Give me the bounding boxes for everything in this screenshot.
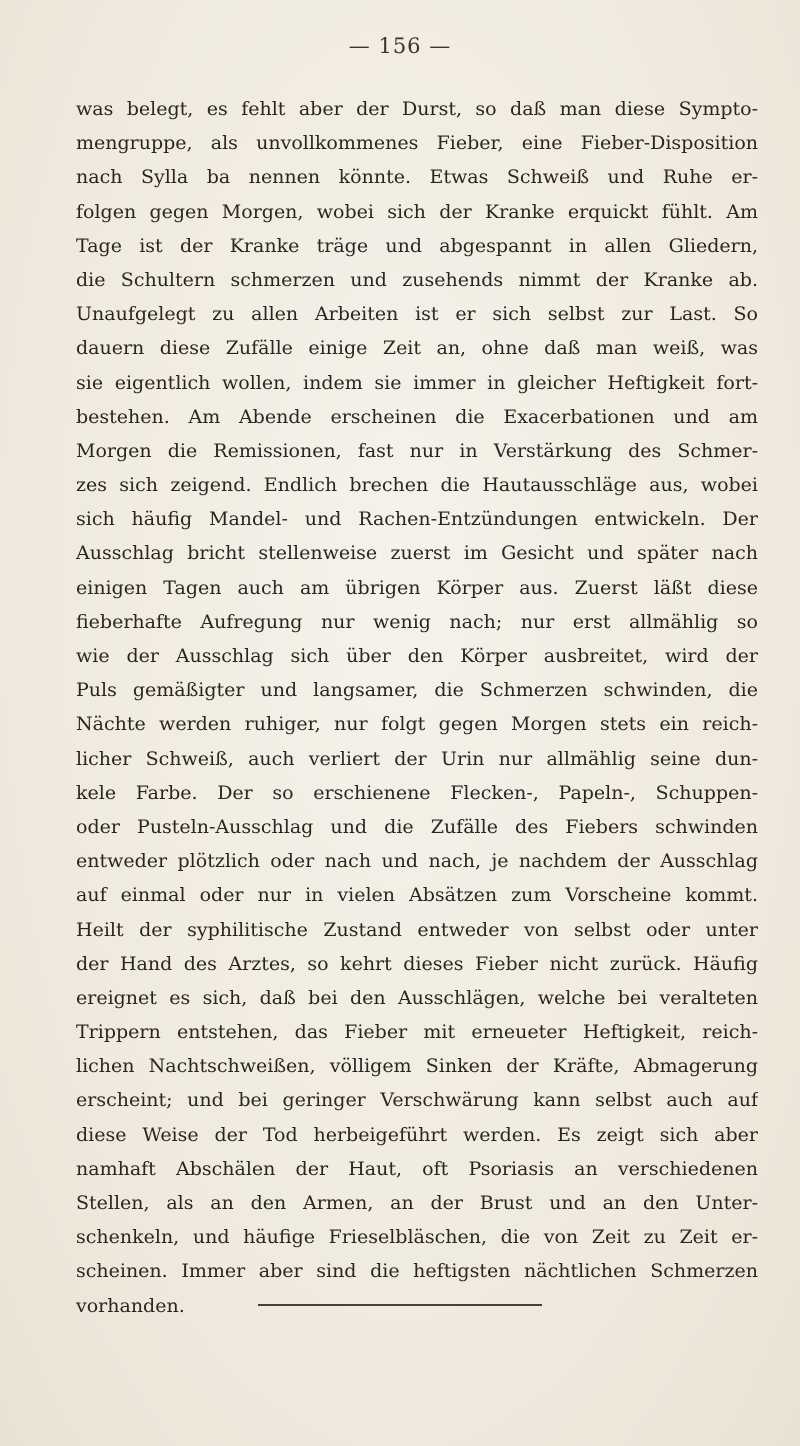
text-line: mengruppe, als unvollkommenes Fieber, eine Fieber-Disposition — [76, 132, 758, 155]
section-divider — [258, 1304, 542, 1306]
text-line: licher Schweiß, auch verliert der Urin nur allmählig seine dun- — [76, 747, 758, 770]
text-line: fieberhafte Aufregung nur wenig nach; nur erst allmählig so — [76, 610, 758, 633]
text-line: dauern diese Zufälle einige Zeit an, ohne daß man weiß, was — [76, 337, 758, 360]
text-line: namhaft Abschälen der Haut, oft Psoriasis an verschiedenen — [76, 1157, 758, 1180]
text-line: Nächte werden ruhiger, nur folgt gegen Morgen stets ein reich- — [76, 713, 758, 736]
text-line: Stellen, als an den Armen, an der Brust und an den Unter- — [76, 1192, 758, 1214]
text-line: die Schultern schmerzen und zusehends nimmt der Kranke ab. — [76, 268, 758, 291]
text-line: Unaufgelegt zu allen Arbeiten ist er sich selbst zur Last. So — [76, 303, 758, 326]
text-line: Ausschlag bricht stellenweise zuerst im Gesicht und später nach — [76, 542, 758, 565]
text-line: zes sich zeigend. Endlich brechen die Hautausschläge aus, wobei — [76, 474, 758, 497]
text-line: Morgen die Remissionen, fast nur in Verstärkung des Schmer- — [76, 439, 758, 462]
text-line: was belegt, es fehlt aber der Durst, so daß man diese Sympto- — [76, 98, 758, 120]
text-line: scheinen. Immer aber sind die heftigsten nächtlichen Schmerzen — [76, 1260, 758, 1283]
text-line: der Hand des Arztes, so kehrt dieses Fieber nicht zurück. Häufig — [76, 952, 758, 975]
text-line: ereignet es sich, daß bei den Ausschlägen, welche bei veralteten — [76, 986, 758, 1009]
text-line: sich häufig Mandel- und Rachen-Entzündungen entwickeln. Der — [76, 508, 758, 531]
text-line: Puls gemäßigter und langsamer, die Schmerzen schwinden, die — [76, 679, 758, 702]
text-line: schenkeln, und häufige Frieselbläschen, die von Zeit zu Zeit er- — [76, 1226, 758, 1249]
text-line: entweder plötzlich oder nach und nach, je nachdem der Ausschlag — [76, 850, 758, 873]
text-line: folgen gegen Morgen, wobei sich der Kranke erquickt fühlt. Am — [76, 200, 758, 223]
text-line: wie der Ausschlag sich über den Körper ausbreitet, wird der — [76, 645, 758, 667]
text-line: auf einmal oder nur in vielen Absätzen zum Vorscheine kommt. — [76, 884, 758, 907]
text-line: Trippern entstehen, das Fieber mit erneueter Heftigkeit, reich- — [76, 1021, 758, 1044]
page-number: — 156 — — [348, 34, 452, 58]
body-text — [76, 92, 758, 1323]
text-line: bestehen. Am Abende erscheinen die Exacerbationen und am — [76, 405, 758, 428]
text-line: erscheint; und bei geringer Verschwärung kann selbst auch auf — [76, 1089, 758, 1112]
text-line: Tage ist der Kranke träge und abgespannt in allen Gliedern, — [76, 234, 758, 257]
text-line: diese Weise der Tod herbeigeführt werden. Es zeigt sich aber — [76, 1123, 758, 1146]
text-line: nach Sylla ba nennen könnte. Etwas Schweiß und Ruhe er- — [76, 166, 758, 189]
text-line: Heilt der syphilitische Zustand entweder von selbst oder unter — [76, 918, 758, 941]
text-line: lichen Nachtschweißen, völligem Sinken der Kräfte, Abmagerung — [76, 1055, 758, 1078]
text-line: sie eigentlich wollen, indem sie immer in gleicher Heftigkeit fort- — [76, 371, 758, 394]
text-line: einigen Tagen auch am übrigen Körper aus. Zuerst läßt diese — [76, 576, 758, 599]
text-line: kele Farbe. Der so erschienene Flecken-, Papeln-, Schuppen- — [76, 781, 758, 804]
text-line: vorhanden. — [76, 1294, 185, 1317]
text-line: oder Pusteln-Ausschlag und die Zufälle des Fiebers schwinden — [76, 815, 758, 838]
